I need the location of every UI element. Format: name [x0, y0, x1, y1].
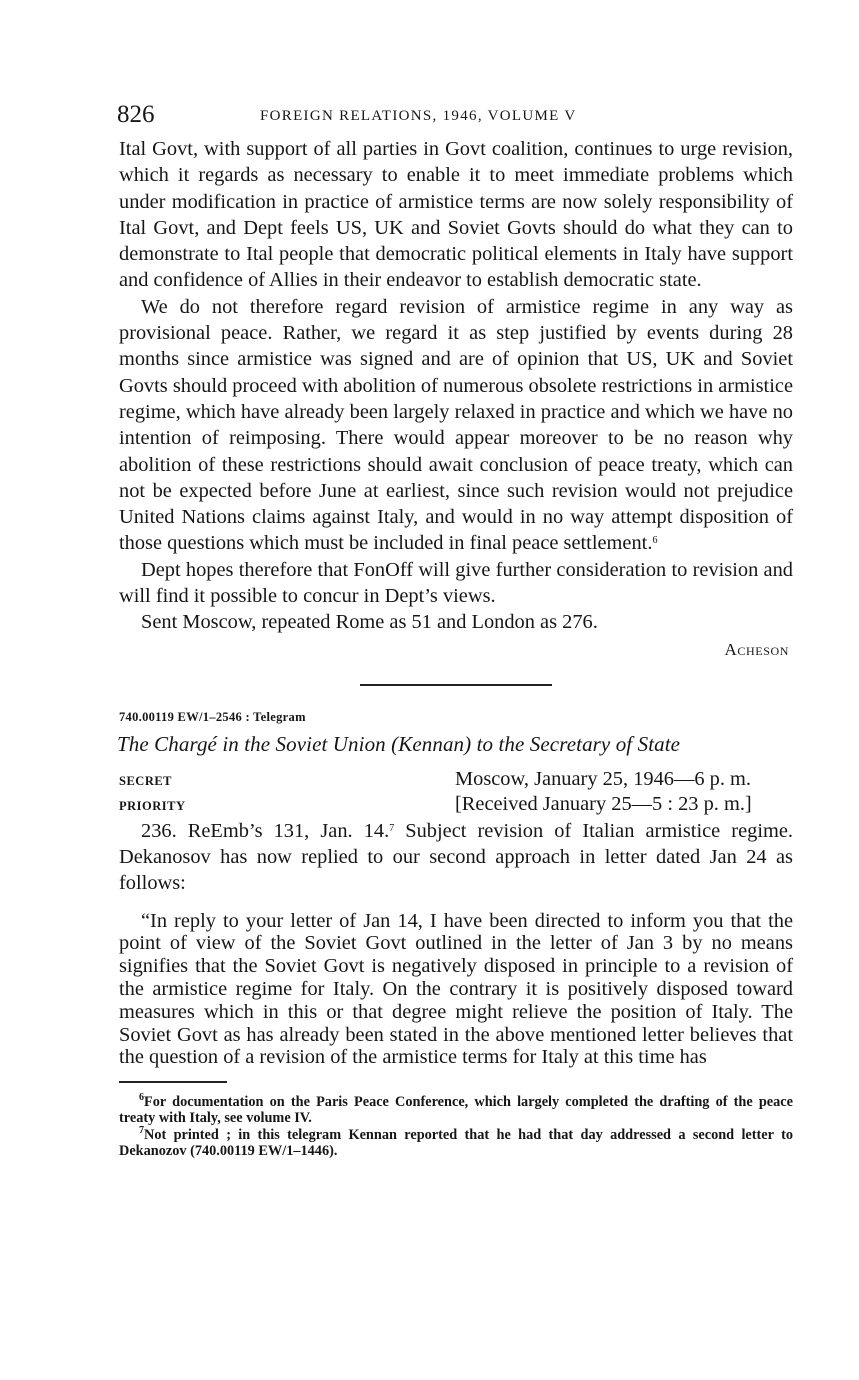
body-paragraph-1: Ital Govt, with support of all parties in Govt coalition, continues to urge revision, which it regards as necessary to enable it to meet immediate problems which under modification in practice of armistice terms are now solely responsibility of Ital Govt, and Dept feels US, UK and Soviet Govts should do what they can to demonstrate to Ital people that democratic political elements in Italy have support and confidence of Allies in their endeavor to establish democratic state. — [119, 138, 793, 292]
sent-dateline: Moscow, January 25, 1946—6 p. m. — [455, 767, 752, 790]
quoted-letter: “In reply to your letter of Jan 14, I have been directed to inform you that the point of view of the Soviet Govt outlined in the letter of Jan 3 by no means signifies that the Soviet Govt is negatively disposed in principle to a revision of the armistice regime for Italy. On the contrary it is positively disposed toward measures which in this or that degree might relieve the position of Italy. The Soviet Govt as has already been stated in the above mentioned letter believes that the question of a revision of the armistice terms for Italy at this time has — [119, 909, 793, 1069]
section-divider — [360, 684, 552, 686]
signature: Acheson — [724, 639, 789, 659]
running-title: FOREIGN RELATIONS, 1946, VOLUME V — [260, 108, 577, 124]
body-paragraph-2 — [119, 294, 793, 557]
document-page — [119, 100, 793, 1159]
footnote-ref-6: 6 — [652, 535, 658, 547]
body-paragraph-3: Dept hopes therefore that FonOff will give further consideration to revision and will find it possible to concur in Dept’s views. — [119, 558, 793, 608]
footnote-mark: 7 — [139, 1124, 144, 1136]
body-paragraph-4: Sent Moscow, repeated Rome as 51 and London as 276. — [141, 611, 598, 634]
telegram-metadata — [119, 768, 793, 818]
footnotes — [119, 1094, 793, 1159]
file-reference: 740.00119 EW/1–2546 : Telegram — [119, 709, 306, 724]
telegram-paragraph-1-b: Subject revision of Italian armistice regime. Dekanosov has now replied to our second approach in letter dated Jan 24 as follows: — [119, 819, 793, 895]
telegram-paragraph-1 — [119, 818, 793, 897]
footnote-7 — [119, 1124, 793, 1159]
telegram-paragraph-1-a: 236. ReEmb’s 131, Jan. 14. — [141, 819, 390, 842]
document-title: The Chargé in the Soviet Union (Kennan) to the Secretary of State — [117, 731, 681, 756]
footnote-text: Not printed ; in this telegram Kennan reported that he had that day addressed a second letter to Dekanozov (740.00119 EW/1–1446). — [119, 1126, 793, 1159]
priority-label: PRIORITY — [119, 798, 186, 813]
footnote-mark: 6 — [139, 1092, 144, 1104]
classification-label: SECRET — [119, 773, 173, 788]
running-header — [119, 100, 793, 136]
footnote-text: For documentation on the Paris Peace Conference, which largely completed the drafting of the peace treaty with Italy, see volume IV. — [119, 1094, 793, 1127]
footnote-divider — [119, 1081, 227, 1083]
body-paragraph-2-text: We do not therefore regard revision of armistice regime in any way as provisional peace. Rather, we regard it as step justified by events during 28 months since armistice was signed and are of opinion that US, UK and Soviet Govts should proceed with abolition of numerous obsolete restrictions in armistice regime, which have already been largely relaxed in practice and which we have no intention of reimposing. There would appear moreover to be no reason why abolition of these restrictions should await conclusion of peace treaty, which can not be expected before June at earliest, since such revision would not prejudice United Nations claims against Italy, and would in no way attempt disposition of those questions which must be included in final peace settlement. — [119, 295, 793, 555]
footnote-6 — [119, 1094, 793, 1126]
footnote-ref-7: 7 — [389, 822, 395, 834]
meta-row-received — [119, 793, 793, 818]
received-dateline: [Received January 25—5 : 23 p. m.] — [455, 792, 752, 815]
page-number: 826 — [117, 101, 155, 128]
meta-row-sent — [119, 768, 793, 793]
